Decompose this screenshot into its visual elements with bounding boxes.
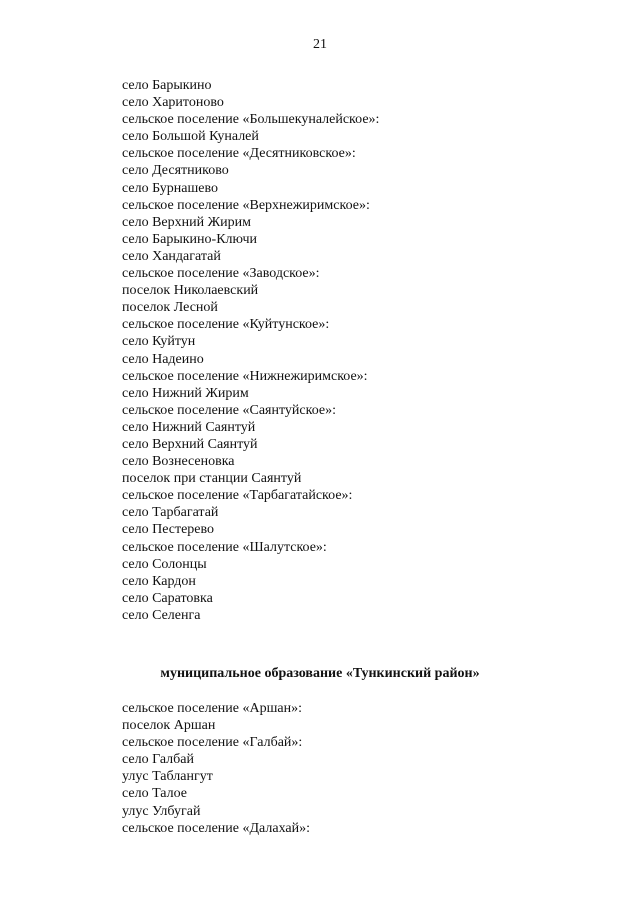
list-item: село Нижний Саянтуй [122, 419, 256, 435]
list-item: село Вознесеновка [122, 454, 235, 470]
settlement-list-bottom [122, 700, 310, 837]
list-item: сельское поселение «Нижнежиримское»: [122, 368, 368, 384]
list-item: село Бурнашево [122, 180, 218, 196]
section-heading: муниципальное образование «Тункинский район» [160, 666, 480, 681]
list-item: сельское поселение «Аршан»: [122, 701, 302, 716]
list-item: поселок Лесной [122, 300, 218, 316]
list-item: село Верхний Жирим [122, 214, 252, 230]
list-item: поселок Николаевский [122, 283, 259, 299]
list-item: сельское поселение «Десятниковское»: [122, 146, 356, 162]
list-item: село Солонцы [122, 556, 207, 572]
list-item: село Нижний Жирим [122, 385, 249, 401]
list-item: сельское поселение «Далахай»: [122, 820, 310, 836]
list-item: сельское поселение «Большекуналейское»: [122, 112, 380, 128]
list-item: село Харитоново [122, 95, 224, 111]
list-item: село Большой Куналей [122, 129, 259, 145]
list-item: село Барыкино-Ключи [122, 231, 257, 247]
list-item: село Талое [122, 786, 187, 802]
list-item: улус Таблангут [122, 769, 213, 785]
list-item: сельское поселение «Заводское»: [122, 266, 320, 282]
list-item: село Десятниково [122, 163, 229, 179]
list-item: поселок Аршан [122, 718, 216, 734]
list-item: село Куйтун [122, 334, 196, 350]
list-item: село Тарбагатай [122, 505, 219, 521]
list-item: село Кардон [122, 573, 196, 589]
page-number: 21 [313, 37, 327, 52]
list-item: сельское поселение «Тарбагатайское»: [122, 488, 353, 504]
list-item: сельское поселение «Верхнежиримское»: [122, 197, 370, 213]
list-item: село Хандагатай [122, 248, 221, 264]
list-item: село Надеино [122, 351, 204, 367]
list-item: село Верхний Саянтуй [122, 436, 258, 452]
list-item: село Пестерево [122, 522, 215, 538]
list-item: сельское поселение «Шалутское»: [122, 539, 327, 555]
list-item: сельское поселение «Галбай»: [122, 735, 303, 751]
list-item: село Галбай [122, 752, 194, 768]
settlement-list-top [122, 77, 379, 624]
list-item: село Селенга [122, 607, 201, 623]
list-item: село Барыкино [122, 78, 212, 93]
list-item: сельское поселение «Куйтунское»: [122, 317, 330, 333]
list-item: поселок при станции Саянтуй [122, 471, 302, 487]
list-item: сельское поселение «Саянтуйское»: [122, 402, 336, 418]
list-item: улус Улбугай [122, 803, 201, 819]
list-item: село Саратовка [122, 590, 213, 606]
